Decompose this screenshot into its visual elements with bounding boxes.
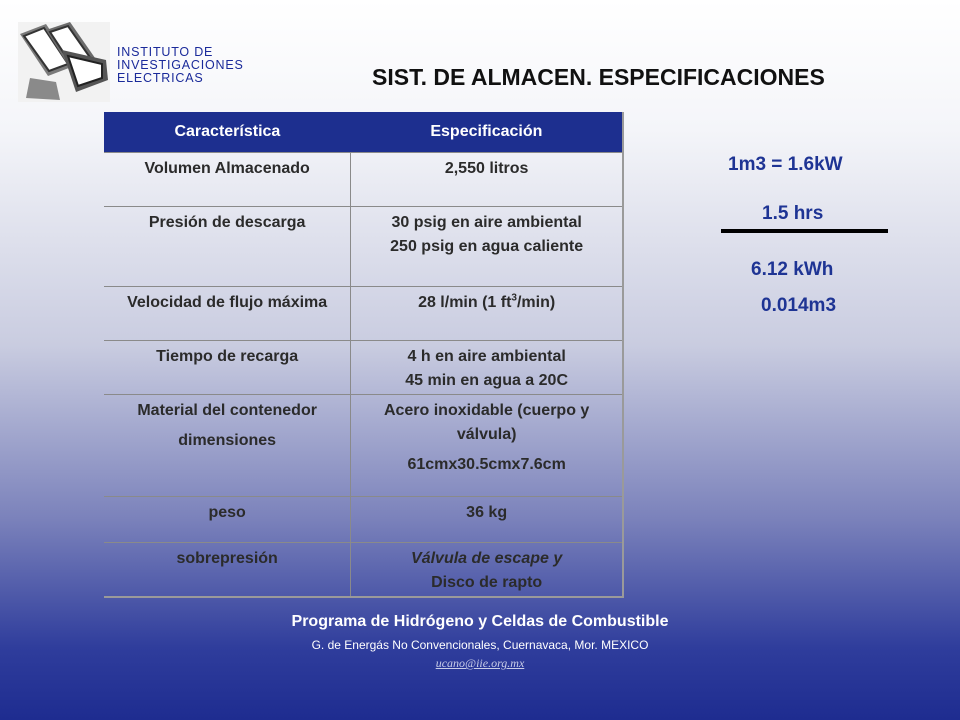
feature-cell: sobrepresión [104,543,351,597]
institute-line: INSTITUTO DE [117,45,214,59]
feature-cell [104,395,351,497]
table-header-row [104,112,623,153]
spec-line: 4 h en aire ambiental [407,348,566,365]
program-name: Programa de Hidrógeno y Celdas de Combustible [291,613,669,630]
calc-line: 6.12 kWh [751,259,834,280]
calc-divider [721,229,888,233]
feature-cell: Volumen Almacenado [104,153,351,207]
spec-line: 45 min en agua a 20C [405,372,568,389]
calc-line: 0.014m3 [761,295,837,316]
table-row [104,287,623,341]
spec-line: 30 psig en aire ambiental [391,214,582,231]
institute-line: INVESTIGACIONES [117,58,244,72]
table-row [104,153,623,207]
spec-line: Disco de rapto [431,574,543,591]
spec-cell [351,207,623,287]
email-link[interactable]: ucano@iie.org.mx [435,656,525,670]
spec-cell [351,395,623,497]
table-row [104,497,623,543]
spec-text: Acero inoxidable (cuerpo y válvula) [383,402,590,443]
spec-line: Válvula de escape y [411,550,563,567]
table-row [104,395,623,497]
feature-cell: Velocidad de flujo máxima [104,287,351,341]
spec-table [104,112,624,598]
table-row [104,207,623,287]
slide-title: SIST. DE ALMACEN. ESPECIFICACIONES [372,64,825,90]
table-row [104,543,623,597]
spec-text: /min) [516,294,556,311]
feature-text: dimensiones [178,432,277,449]
spec-cell: 36 kg [351,497,623,543]
spec-line: 250 psig en agua caliente [390,238,584,255]
spec-superscript: 3 [511,292,517,304]
feature-text: Material del contenedor [137,402,317,419]
iie-logo-icon [16,20,112,104]
calc-line: 1m3 = 1.6kW [728,154,843,175]
spec-text: 28 l/min (1 ft [418,294,512,311]
institute-line: ELECTRICAS [117,71,204,85]
spec-cell [351,341,623,395]
spec-cell [351,543,623,597]
feature-cell: peso [104,497,351,543]
feature-cell: Tiempo de recarga [104,341,351,395]
department-address: G. de Energás No Convencionales, Cuernavaca, Mor. MEXICO [311,638,649,652]
institute-name [117,46,244,85]
calc-line: 1.5 hrs [762,203,824,224]
spec-cell: 2,550 litros [351,153,623,207]
email-container [0,656,960,671]
spec-text: 61cmx30.5cmx7.6cm [407,456,566,473]
table-row [104,341,623,395]
spec-cell [351,287,623,341]
column-header: Característica [104,112,351,153]
column-header: Especificación [351,112,623,153]
feature-cell: Presión de descarga [104,207,351,287]
